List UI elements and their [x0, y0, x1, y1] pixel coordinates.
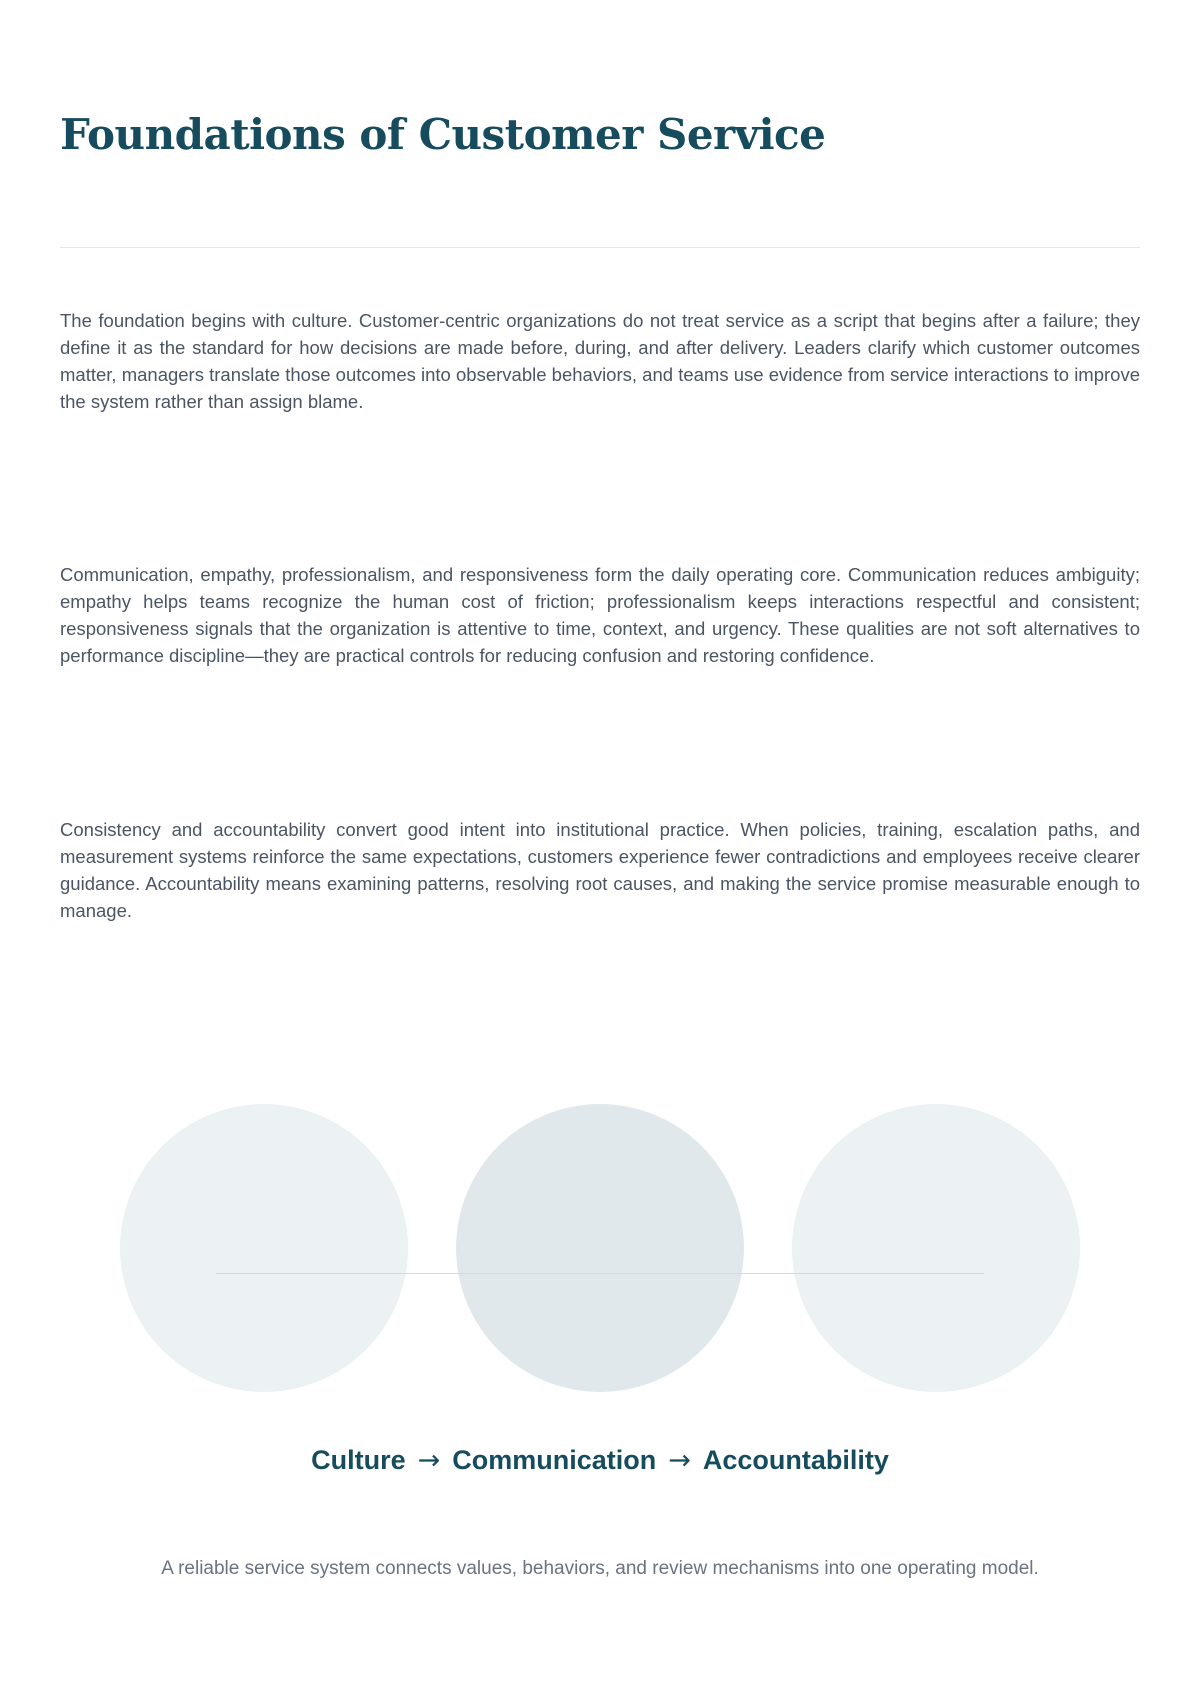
- diagram-flow-label: [0, 1442, 1200, 1479]
- diagram-connector-line: [216, 1273, 984, 1274]
- diagram-caption: A reliable service system connects values, behaviors, and review mechanisms into one operating model.: [161, 1558, 1039, 1579]
- diagram-circle-communication: [456, 1104, 744, 1392]
- flow-step-communication: Communication: [452, 1445, 657, 1475]
- page-title: Foundations of Customer Service: [60, 110, 826, 159]
- paragraph-culture: The foundation begins with culture. Customer-centric organizations do not treat service as a script that begins after a failure; they define it as the standard for how decisions are made before, during, and after delivery. Leaders clarify which customer outcomes matter, managers translate those outcomes into observable behaviors, and teams use evidence from service interactions to improve the system rather than assign blame.: [60, 310, 1140, 412]
- right-arrow-icon: →: [668, 1445, 691, 1476]
- flow-step-accountability: Accountability: [702, 1445, 889, 1475]
- paragraph-accountability: Consistency and accountability convert good intent into institutional practice. When policies, training, escalation paths, and measurement systems reinforce the same expectations, customers experience fewer contradictions and employees receive clearer guidance. Accountability means examining patterns, resolving root causes, and making the service promise measurable enough to manage.: [60, 819, 1140, 921]
- diagram-circle-accountability: [792, 1104, 1080, 1392]
- diagram-circle-culture: [120, 1104, 408, 1392]
- right-arrow-icon: →: [417, 1445, 441, 1476]
- flow-step-culture: Culture: [311, 1445, 406, 1475]
- title-divider: [60, 247, 1140, 248]
- paragraph-communication: Communication, empathy, professionalism, and responsiveness form the daily operating core. Communication reduces ambiguity; empathy helps teams recognize the human cost of friction; professionalism keeps interactions respectful and consistent; responsiveness signals that the organization is attentive to time, context, and urgency. These qualities are not soft alternatives to performance discipline—they are practical controls for reducing confusion and restoring confidence.: [60, 564, 1140, 666]
